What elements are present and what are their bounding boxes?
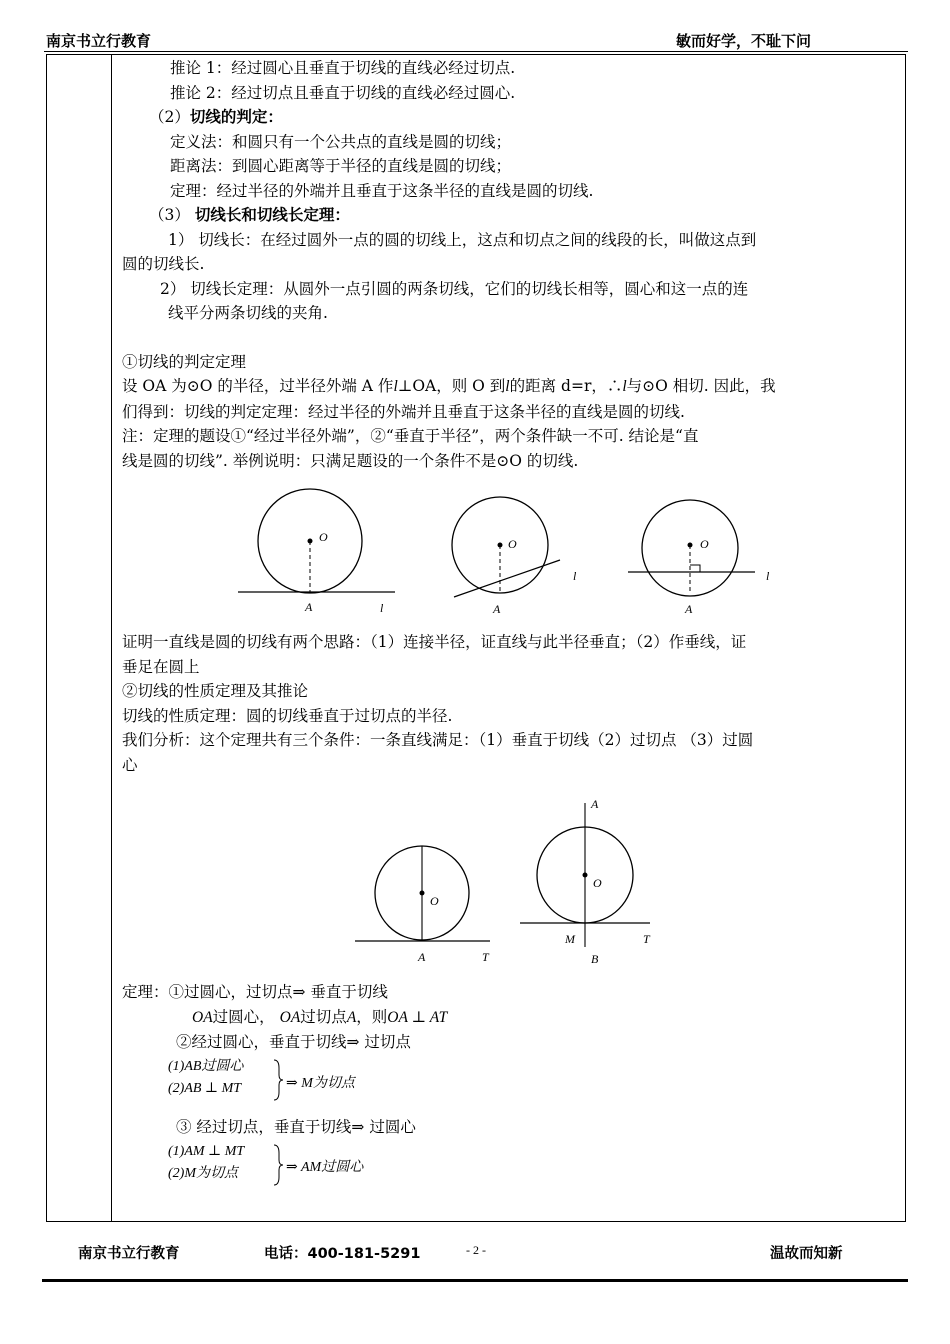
label-A: A (591, 797, 599, 811)
theorem-1: 定理：①过圆心，过切点⇒ 垂直于切线 (122, 983, 388, 1001)
tangent-length-def: 1） 切线长：在经过圆外一点的圆的切线上，这点和切点之间的线段的长，叫做这点到 (168, 230, 757, 249)
condition-2: (2)M为切点 (168, 1166, 238, 1181)
label-O: O (593, 876, 602, 890)
label-M: M (565, 932, 575, 946)
text: 与⊙O 相切. 因此，我 (626, 377, 776, 395)
proof-line (122, 374, 897, 400)
analysis: 我们分析：这个定理共有三个条件：一条直线满足：（1）垂直于切线（2）过切点 （3）过圆 (122, 731, 754, 749)
section-judgement (122, 105, 897, 130)
proof-approach-cont: 垂足在圆上 (122, 657, 200, 676)
note-line: 注：定理的题设①“经过半径外端”，②“垂直于半径”，两个条件缺一不可. 结论是“直 (122, 427, 699, 445)
footer-phone: 电话：400-181-5291 (264, 1246, 421, 1262)
label-A: A (685, 602, 693, 616)
fig-not-perpendicular (452, 497, 577, 616)
fig-not-endpoint (628, 500, 770, 616)
text: ，则 (356, 1008, 388, 1026)
theorem-2: ②经过圆心，垂直于切线⇒ 过切点 (176, 1033, 411, 1051)
header-motto: 敏而好学，不耻下问 (676, 32, 812, 50)
math: A (346, 1009, 357, 1026)
label-l: l (573, 569, 577, 583)
theorem-1-formula (192, 1005, 447, 1027)
label-B: B (591, 952, 599, 966)
label-O: O (430, 894, 439, 908)
note-line-cont: 线是圆的切线”. 举例说明：只满足题设的一个条件不是⊙O 的切线. (122, 451, 579, 470)
corollary-1: 推论 1：经过圆心且垂直于切线的直线必经过切点. (170, 59, 516, 77)
theorem-2-conditions (168, 1056, 243, 1100)
brace (272, 1058, 284, 1102)
column-divider (111, 54, 112, 1222)
figure-judgement-diagrams (230, 488, 790, 623)
math: OA ⊥ AT (387, 1009, 448, 1026)
content-body-2 (122, 630, 897, 777)
content-body (122, 56, 897, 473)
label-O: O (319, 530, 328, 544)
property-theorem: 切线的性质定理：圆的切线垂直于过切点的半径. (122, 706, 453, 725)
theorem-3: ③ 经过切点，垂直于切线⇒ 过圆心 (176, 1118, 416, 1136)
distance-method: 距离法：到圆心距离等于半径的直线是圆的切线； (170, 157, 512, 175)
text: 的距离 d=r，∴ (509, 377, 623, 395)
theorem-block (122, 980, 897, 1200)
label-l: l (766, 569, 770, 583)
label-A: A (305, 600, 313, 614)
spacer (122, 326, 897, 350)
label-O: O (700, 537, 709, 551)
proof-line-cont: 们得到：切线的判定定理：经过半径的外端并且垂直于这条半径的直线是圆的切线. (122, 402, 685, 421)
line-symbol: l (393, 378, 398, 395)
label-A: A (493, 602, 501, 616)
tangent-length-theorem-cont: 线平分两条切线的夹角. (168, 304, 328, 322)
label-l: l (380, 601, 384, 615)
section-tangent-length (122, 203, 897, 228)
section-num: （3） (149, 206, 190, 224)
center-point (420, 891, 425, 896)
center-point (583, 873, 588, 878)
analysis-cont: 心 (122, 755, 138, 774)
definition-method: 定义法：和圆只有一个公共点的直线是圆的切线； (170, 132, 512, 151)
footer-rule (42, 1279, 908, 1282)
proof-approach: 证明一直线是圆的切线有两个思路：（1）连接半径，证直线与此半径垂直；（2）作垂线，证 (122, 633, 747, 651)
condition-1: (1)AB过圆心 (168, 1059, 244, 1074)
label-T: T (643, 932, 650, 946)
subsection-1: ①切线的判定定理 (122, 352, 247, 371)
line-symbol: l (622, 378, 627, 395)
math: OA (279, 1009, 301, 1026)
theorem-2-conclusion: ⇒ M为切点 (286, 1076, 355, 1091)
theorem-method: 定理：经过半径的外端并且垂直于这条半径的直线是圆的切线. (170, 181, 594, 200)
fig-tangent-correct (238, 489, 395, 615)
text: 设 OA 为⊙O 的半径，过半径外端 A 作 (122, 377, 394, 395)
fig-OA-AT (355, 846, 490, 964)
label-A: A (418, 950, 426, 964)
condition-2: (2)AB ⊥ MT (168, 1081, 242, 1096)
label-T: T (482, 950, 489, 964)
line-l (454, 560, 560, 597)
condition-1: (1)AM ⊥ MT (168, 1144, 245, 1159)
section-title: 切线长和切线长定理： (194, 206, 350, 224)
brace (272, 1143, 284, 1187)
footer-org: 南京书立行教育 (78, 1246, 180, 1262)
tangent-length-theorem: 2） 切线长定理：从圆外一点引圆的两条切线，它们的切线长相等，圆心和这一点的连 (160, 279, 749, 298)
header-rule (44, 51, 908, 52)
theorem-3-conditions (168, 1141, 244, 1185)
text: ⊥OA，则 O 到 (397, 377, 506, 395)
subsection-2: ②切线的性质定理及其推论 (122, 682, 309, 700)
text: 过圆心， (212, 1008, 275, 1026)
footer-motto: 温故而知新 (770, 1246, 843, 1262)
tangent-length-def-cont: 圆的切线长. (122, 255, 205, 273)
corollary-2: 推论 2：经过切点且垂直于切线的直线必经过圆心. (170, 83, 516, 102)
text: 过切点 (300, 1008, 347, 1026)
label-O: O (508, 537, 517, 551)
section-num: （2） (149, 108, 190, 126)
section-title: 切线的判定： (189, 108, 283, 126)
line-symbol: l (505, 378, 510, 395)
math: OA (192, 1009, 213, 1026)
figure-property-diagrams (350, 795, 670, 970)
theorem-3-conclusion: ⇒ AM过圆心 (286, 1160, 364, 1175)
right-angle-mark (690, 565, 700, 572)
header-org: 南京书立行教育 (46, 32, 152, 50)
fig-AB-MT (520, 797, 651, 966)
page-number: - 2 - (466, 1243, 486, 1257)
